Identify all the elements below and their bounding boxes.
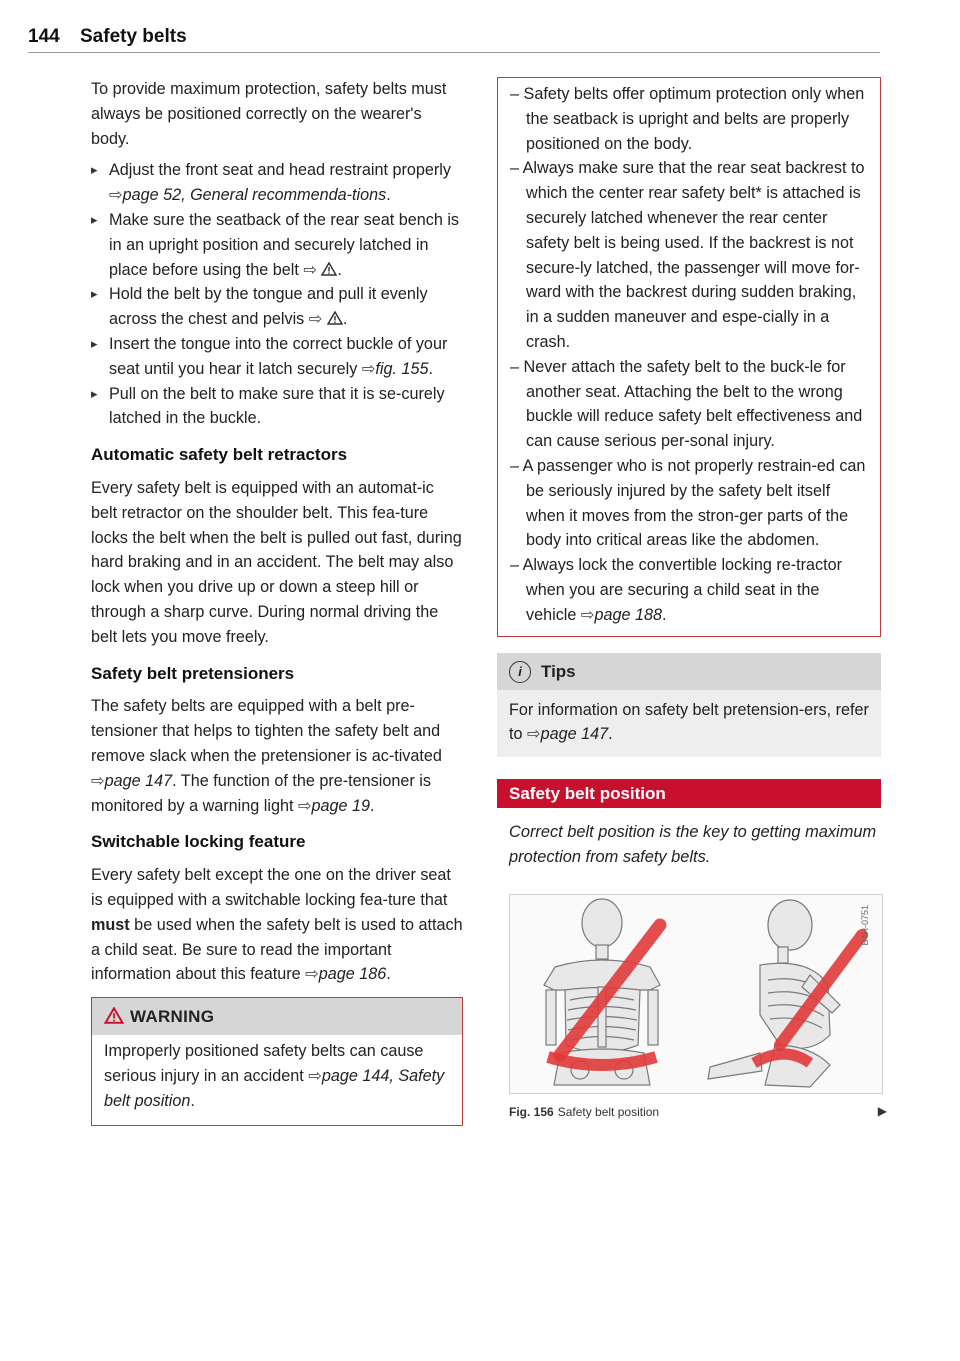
warning-triangle-icon: [104, 1007, 124, 1024]
warning-label: WARNING: [130, 1007, 215, 1027]
intro-paragraph: To provide maximum protection, safety belts must always be positioned correctly on the wearer's body.: [91, 80, 447, 148]
instruction-item: ▸ Make sure the seatback of the rear seat bench is in an upright position and securely latched in place before using the belt ⇨ .: [91, 208, 463, 282]
instruction-item: ▸ Hold the belt by the tongue and pull it evenly across the chest and pelvis ⇨ .: [91, 282, 463, 332]
cross-ref-link[interactable]: page 147: [104, 771, 173, 790]
cross-ref-arrow-icon: ⇨: [303, 260, 317, 279]
figure-safety-belt-position: [509, 894, 883, 1094]
warning-list-item: – Never attach the safety belt to the buck-le for another seat. Attaching the belt to the wrong buckle will reduce safety belt effectiveness and can cause serious per-sonal injury.: [510, 357, 863, 451]
figure-label: Fig. 156: [509, 1105, 554, 1120]
cross-ref-arrow-icon: ⇨: [109, 186, 123, 205]
page-number: 144: [28, 26, 60, 47]
retractors-paragraph: Every safety belt is equipped with an automat-ic belt retractor on the shoulder belt. This fea-ture locks the belt when the belt is pulled out fast, during hard braking and in an accident. The belt may also lock when you drive up or down a steep hill or through a sharp curve. During normal driving the belt lets you move freely.: [91, 478, 462, 646]
tips-label: Tips: [541, 661, 576, 681]
cross-ref-arrow-icon: ⇨: [308, 310, 323, 329]
warning-header: [92, 998, 462, 1035]
continue-arrow-icon[interactable]: ▶: [877, 1104, 887, 1119]
page-title: Safety belts: [80, 26, 187, 47]
tips-header: [497, 653, 881, 690]
warning-body: Improperly positioned safety belts can cause serious injury in an accident ⇨page 144, Safety belt position.: [104, 1042, 445, 1110]
right-column: [509, 77, 887, 1125]
retractors-heading: Automatic safety belt retractors: [91, 445, 348, 465]
cross-ref-link[interactable]: page 188: [594, 605, 662, 624]
cross-ref-arrow-icon: ⇨: [308, 1066, 322, 1085]
cross-ref-link[interactable]: page 186: [318, 965, 387, 984]
section-intro: Correct belt position is the key to getting maximum protection from safety belts.: [509, 823, 877, 867]
cross-ref-arrow-icon: ⇨: [305, 965, 319, 984]
cross-ref-arrow-icon: ⇨: [297, 796, 312, 815]
cross-ref-link[interactable]: page 144, Safety belt position: [104, 1066, 445, 1110]
cross-ref-link[interactable]: page 147: [540, 725, 609, 744]
instruction-list: [91, 158, 463, 431]
section-title: Safety belt position: [497, 779, 881, 808]
locking-heading: Switchable locking feature: [91, 832, 306, 852]
warning-list-item: – A passenger who is not properly restrain-ed can be seriously injured by the safety belt itself when it moves from the stron-ger parts of the body into critical areas like the abdomen.: [510, 456, 866, 550]
tips-box: [497, 653, 881, 758]
warning-continuation-box: [497, 77, 881, 637]
figure-code: B4H-0751: [860, 905, 871, 946]
cross-ref-arrow-icon: ⇨: [527, 725, 541, 744]
pretensioners-paragraph: The safety belts are equipped with a belt pre-tensioner that helps to tighten the safety belt and remove slack when the pretensioner is ac-tivated ⇨page 147. The function of the pre-tensioner is monitored by a warning light ⇨page 19.: [91, 697, 442, 815]
pretensioners-heading: Safety belt pretensioners: [91, 663, 295, 683]
belt-illustration: [510, 895, 882, 1093]
cross-ref-arrow-icon: ⇨: [580, 605, 595, 624]
instruction-item: ▸ Pull on the belt to make sure that it is se-curely latched in the buckle.: [91, 382, 463, 432]
cross-ref-arrow-icon: ⇨: [361, 359, 376, 378]
figure-caption: [509, 1100, 887, 1125]
info-icon: i: [509, 661, 531, 683]
warning-box: [91, 997, 463, 1126]
page-header: [28, 22, 880, 53]
instruction-item: ▸ Adjust the front seat and head restraint properly ⇨page 52, General recommenda-tions.: [91, 158, 463, 208]
figure-caption-text: Safety belt position: [557, 1105, 660, 1120]
warning-list-item: – Always lock the convertible locking re-tractor when you are securing a child seat in the vehicle ⇨page 188.: [510, 556, 842, 624]
left-column: [91, 77, 463, 1126]
warning-list-item: – Safety belts offer optimum protection only when the seatback is upright and belts are properly positioned on the body.: [510, 85, 865, 153]
cross-ref-link[interactable]: page 19: [311, 796, 371, 815]
locking-paragraph: Every safety belt except the one on the driver seat is equipped with a switchable locking fea-ture that must be used when the safety belt is used to attach a child seat. Be sure to read the important information about this feature ⇨page 186.: [91, 866, 463, 984]
warning-list-item: – Always make sure that the rear seat backrest to which the center rear safety belt* is attached is securely latched whenever the rear center safety belt is being used. If the backrest is not secure-ly latched, the passenger will move for-ward with the backrest during sudden braking, in a sudden maneuver and espe-cially in a crash.: [510, 159, 865, 351]
tips-body: For information on safety belt pretension-ers, refer to ⇨page 147.: [509, 700, 869, 744]
cross-ref-link[interactable]: page 52, General recommenda-tions: [122, 186, 387, 205]
instruction-item: ▸ Insert the tongue into the correct buckle of your seat until you hear it latch securely ⇨fig. 155.: [91, 332, 463, 382]
warning-triangle-icon[interactable]: [327, 311, 343, 325]
cross-ref-link[interactable]: fig. 155: [375, 359, 429, 378]
cross-ref-arrow-icon: ⇨: [91, 771, 105, 790]
warning-triangle-icon[interactable]: [321, 262, 337, 276]
